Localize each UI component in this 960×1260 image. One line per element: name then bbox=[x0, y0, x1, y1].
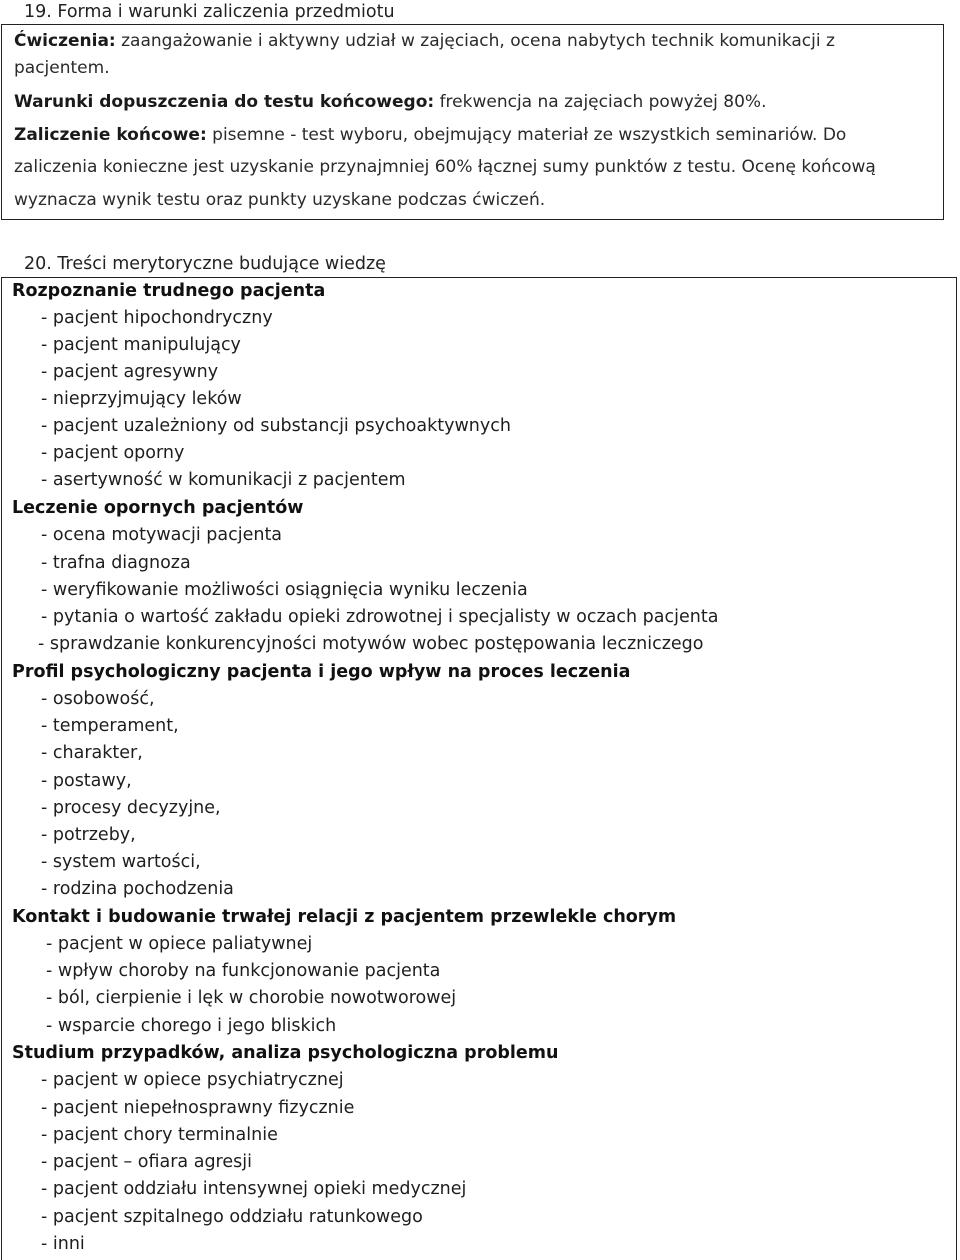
section-19-box bbox=[1, 24, 944, 220]
list-item: - sprawdzanie konkurencyjności motywów wobec postępowania leczniczego bbox=[38, 634, 704, 654]
text-zaliczenie: pisemne - test wyboru, obejmujący materiał ze wszystkich seminariów. Do bbox=[206, 125, 847, 145]
list-item: - pacjent niepełnosprawny fizycznie bbox=[41, 1098, 355, 1118]
list-item: - pacjent agresywny bbox=[41, 362, 219, 382]
list-item: - temperament, bbox=[41, 716, 179, 736]
section-19-line-5 bbox=[14, 157, 876, 177]
list-item: - pacjent oddziału intensywnej opieki medycznej bbox=[41, 1179, 467, 1199]
topic-heading: Studium przypadków, analiza psychologiczna problemu bbox=[12, 1043, 559, 1063]
list-item: - pacjent w opiece psychiatrycznej bbox=[41, 1070, 344, 1090]
text-warunki: frekwencja na zajęciach powyżej 80%. bbox=[434, 92, 767, 112]
section-19-line-4 bbox=[14, 125, 846, 145]
topic-heading: Profil psychologiczny pacjenta i jego wpływ na proces leczenia bbox=[12, 662, 631, 682]
list-item: - system wartości, bbox=[41, 852, 201, 872]
list-item: - potrzeby, bbox=[41, 825, 136, 845]
section-19-line-2 bbox=[14, 58, 110, 78]
list-item: - wsparcie chorego i jego bliskich bbox=[46, 1016, 337, 1036]
text-zaliczenia-konieczne: zaliczenia konieczne jest uzyskanie przynajmniej 60% łącznej sumy punktów z testu. Ocenę końcową bbox=[14, 157, 876, 177]
list-item: - trafna diagnoza bbox=[41, 553, 191, 573]
section-19-line-3 bbox=[14, 92, 767, 112]
list-item: - pacjent chory terminalnie bbox=[41, 1125, 278, 1145]
list-item: - pytania o wartość zakładu opieki zdrowotnej i specjalisty w oczach pacjenta bbox=[41, 607, 719, 627]
list-item: - pacjent – ofiara agresji bbox=[41, 1152, 252, 1172]
list-item: - rodzina pochodzenia bbox=[41, 879, 234, 899]
topic-heading: Rozpoznanie trudnego pacjenta bbox=[12, 281, 326, 301]
text-ocena-koncowa: wyznacza wynik testu oraz punkty uzyskane podczas ćwiczeń. bbox=[14, 190, 546, 210]
topic-heading: Leczenie opornych pacjentów bbox=[12, 498, 304, 518]
list-item: - wpływ choroby na funkcjonowanie pacjenta bbox=[46, 961, 441, 981]
list-item: - charakter, bbox=[41, 743, 143, 763]
label-warunki: Warunki dopuszczenia do testu końcowego: bbox=[14, 92, 435, 112]
list-item: - postawy, bbox=[41, 771, 132, 791]
label-zaliczenie: Zaliczenie końcowe: bbox=[14, 125, 207, 145]
list-item: - pacjent szpitalnego oddziału ratunkowego bbox=[41, 1207, 423, 1227]
list-item: - asertywność w komunikacji z pacjentem bbox=[41, 470, 406, 490]
section-19-line-6 bbox=[14, 190, 545, 210]
text-cwiczenia: zaangażowanie i aktywny udział w zajęciach, ocena nabytych technik komunikacji z bbox=[115, 31, 835, 51]
list-item: - pacjent uzależniony od substancji psychoaktywnych bbox=[41, 416, 511, 436]
section-19-line-1 bbox=[14, 31, 835, 51]
section-19-title: 19. Forma i warunki zaliczenia przedmiotu bbox=[24, 2, 395, 22]
list-item: - pacjent oporny bbox=[41, 443, 185, 463]
list-item: - pacjent hipochondryczny bbox=[41, 308, 273, 328]
list-item: - inni bbox=[41, 1234, 85, 1254]
section-20-title: 20. Treści merytoryczne budujące wiedzę bbox=[24, 254, 386, 274]
list-item: - ból, cierpienie i lęk w chorobie nowotworowej bbox=[46, 988, 457, 1008]
list-item: - pacjent manipulujący bbox=[41, 335, 241, 355]
list-item: - ocena motywacji pacjenta bbox=[41, 525, 283, 545]
list-item: - osobowość, bbox=[41, 689, 155, 709]
label-cwiczenia: Ćwiczenia: bbox=[14, 31, 116, 51]
list-item: - nieprzyjmujący leków bbox=[41, 389, 242, 409]
topic-heading: Kontakt i budowanie trwałej relacji z pacjentem przewlekle chorym bbox=[12, 907, 677, 927]
text-pacjentem: pacjentem. bbox=[14, 58, 110, 78]
list-item: - pacjent w opiece paliatywnej bbox=[46, 934, 313, 954]
list-item: - weryfikowanie możliwości osiągnięcia wyniku leczenia bbox=[41, 580, 528, 600]
list-item: - procesy decyzyjne, bbox=[41, 798, 221, 818]
